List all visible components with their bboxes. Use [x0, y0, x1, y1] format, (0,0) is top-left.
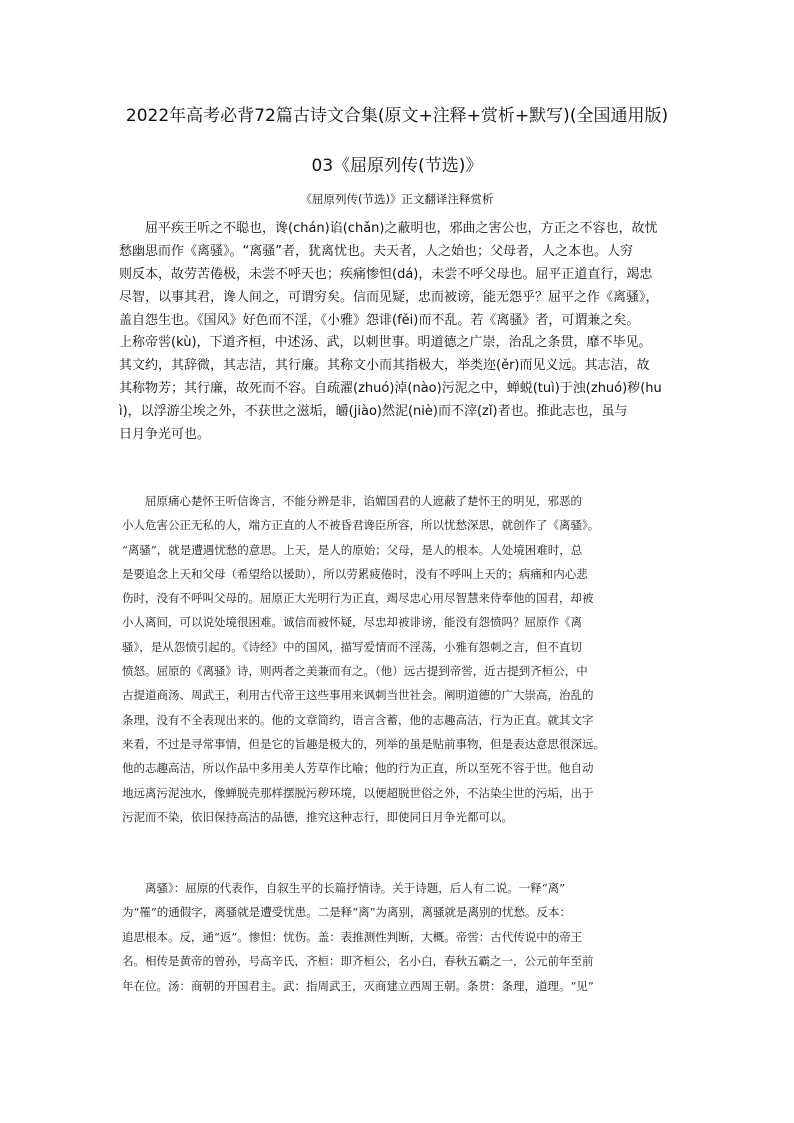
original-text-line: 愁幽思而作《离骚》。“离骚”者，犹离忧也。夫天者，人之始也；父母者，人之本也。人穷: [119, 243, 633, 259]
original-text-line: 则反本，故劳苦倦极，未尝不呼天也；疾痛惨怛(dá)，未尝不呼父母也。屈平正道直行，竭忠: [119, 266, 653, 282]
translation-block: [122, 489, 692, 829]
translation-line: 他的志趣高洁，所以作品中多用美人芳草作比喻；他的行为正直，所以至死不容于世。他自动: [122, 761, 594, 776]
translation-line: 古提道商汤、周武王，利用古代帝王这些事用来讽刺当世社会。阐明道德的广大崇高，治乱的: [122, 688, 594, 703]
translation-line: 骚》，是从怨愤引起的。《诗经》中的国风，描写爱情而不淫荡，小雅有怨刺之言，但不直切: [122, 639, 582, 654]
original-text-line: 其文约，其辞微，其志洁，其行廉。其称文小而其指极大，举类迩(ěr)而见义远。其志洁，故: [119, 358, 650, 374]
original-text-line: 其称物芳；其行廉，故死而不容。自疏濯(zhuó)淖(nào)污泥之中，蝉蜕(tuì)于浊(zhuó)秽(hu: [119, 381, 662, 397]
notes-line: 离骚》：屈原的代表作，自叙生平的长篇抒情诗。关于诗题，后人有二说。一释“离”: [122, 881, 566, 895]
original-text-line: 上称帝喾(kù)，下道齐桓，中述汤、武，以刺世事。明道德之广崇，治乱之条贯，靡不毕见。: [119, 335, 652, 351]
translation-line: 污泥而不染，依旧保持高洁的品德，推究这种志行，即使同日月争光都可以。: [122, 809, 513, 824]
original-text-line: 尽智，以事其君，谗人间之，可谓穷矣。信而见疑，忠而被谤，能无怨乎？屈平之作《离骚》，: [119, 289, 659, 305]
section-subtitle: 《屈原列传(节选)》正文翻译注释赏析: [300, 192, 494, 206]
translation-line: 来看，不过是寻常事情，但是它的旨趣是极大的，列举的虽是贴前事物，但是表达意思很深远。: [122, 736, 605, 751]
translation-line: “离骚”，就是遭遇忧愁的意思。上天，是人的原始；父母，是人的根本。人处境困难时，总: [122, 542, 583, 557]
document-title: 2022年高考必背72篇古诗文合集(原文+注释+赏析+默写)(全国通用版): [125, 106, 669, 126]
original-text-line: 盖自怨生也。《国风》好色而不淫，《小雅》怨诽(fěi)而不乱。若《离骚》者，可谓兼之矣。: [119, 312, 640, 328]
translation-line: 伤时，没有不呼叫父母的。屈原正大光明行为正直，竭尽忠心用尽智慧来侍奉他的国君，却被: [122, 591, 594, 606]
original-text-line: 屈平疾王听之不聪也，谗(chán)谄(chǎn)之蔽明也，邪曲之害公也，方正之不容也，故忧: [119, 221, 658, 236]
original-text-block: [119, 218, 691, 447]
translation-line: 屈原痛心楚怀王听信谗言，不能分辨是非，谄媚国君的人遮蔽了楚怀王的明见，邪恶的: [122, 494, 582, 508]
translation-line: 小人危害公正无私的人，端方正直的人不被昏君谗臣所容，所以忧愁深思，就创作了《离骚》。: [122, 518, 600, 533]
notes-line: 名。相传是黄帝的曾孙，号高辛氏，齐桓：即齐桓公，名小白，春秋五霸之一，公元前年至前: [122, 954, 594, 969]
notes-line: 年在位。汤：商朝的开国君主。武：指周武王，灭商建立西周王朝。条贯：条理，道理。“见”: [122, 978, 594, 993]
translation-line: 愤怒。屈原的《离骚》诗，则两者之美兼而有之。（他）远古提到帝喾，近古提到齐桓公，中: [122, 664, 588, 679]
notes-line: 追思根本。反，通“返”。惨怛：忧伤。盖：表推测性判断，大概。帝喾：古代传说中的帝王: [122, 929, 583, 944]
translation-line: 条理，没有不全表现出来的。他的文章简约，语言含蓄，他的志趣高洁，行为正直。就其文字: [122, 712, 594, 727]
translation-line: 地远离污泥浊水，像蝉脱壳那样摆脱污秽环境，以便超脱世俗之外，不沾染尘世的污垢，出于: [122, 785, 594, 800]
notes-block: [122, 876, 692, 998]
original-text-line: 日月争光可也。: [119, 427, 211, 443]
translation-line: 是要追念上天和父母（希望给以援助），所以劳累疲倦时，没有不呼叫上天的；病痛和内心悲: [122, 566, 588, 581]
section-title: 03《屈原列传(节选)》: [311, 156, 483, 176]
notes-line: 为“罹”的通假字，离骚就是遭受忧患。二是释“离”为离别，离骚就是离别的忧愁。反本：: [122, 905, 572, 920]
translation-line: 小人离间，可以说处境很困难。诚信而被怀疑，尽忠却被诽谤，能没有怨愤吗？屈原作《离: [122, 615, 582, 630]
original-text-line: ì)，以浮游尘埃之外，不获世之滋垢，皭(jiào)然泥(niè)而不滓(zǐ)者也。推此志也，虽与: [119, 404, 628, 420]
